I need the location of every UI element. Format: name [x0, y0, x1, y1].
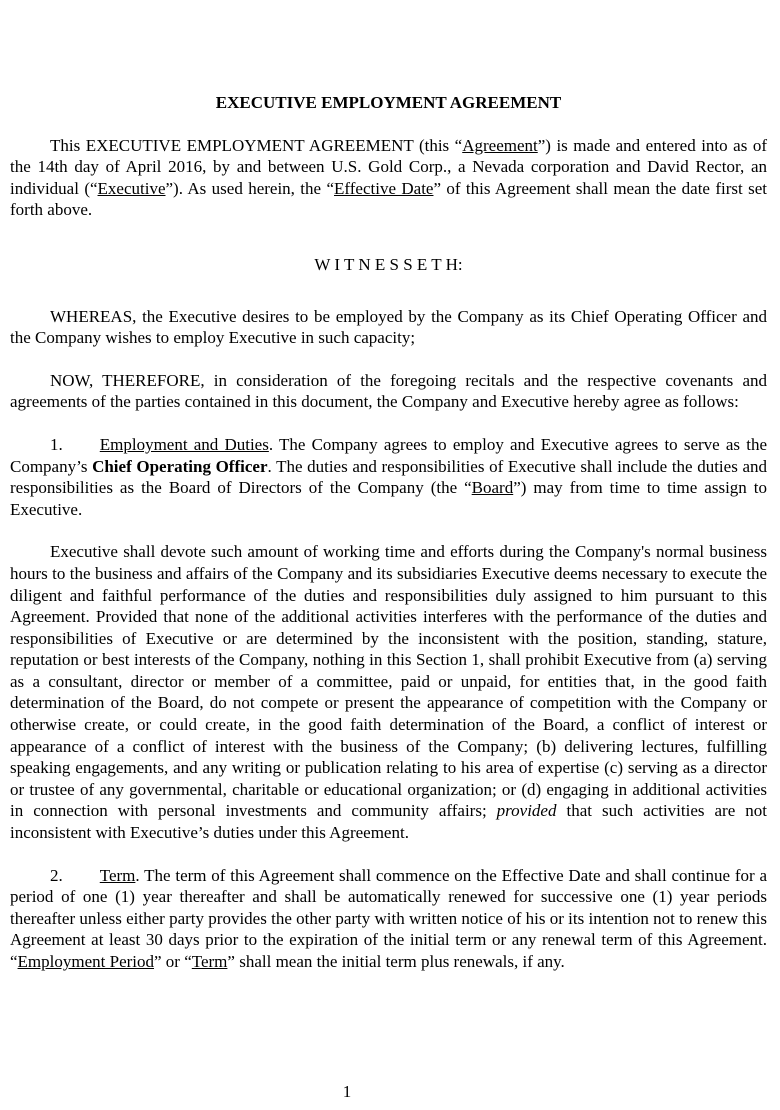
- text-run-u: Agreement: [462, 135, 538, 155]
- body-paragraph: [10, 306, 767, 349]
- text-run: ”). As used herein, the “: [165, 178, 335, 198]
- section-paragraph: [10, 865, 767, 973]
- page-number: 1: [342, 1082, 352, 1101]
- text-run: ”) may from time to time assign to Executive.: [10, 478, 767, 519]
- document-body: [10, 92, 767, 973]
- section-number: 1.: [50, 434, 63, 454]
- body-paragraph: [10, 135, 767, 221]
- text-run-u: Board: [471, 478, 514, 498]
- text-run: ” shall mean the initial term plus renewals, if any.: [227, 952, 565, 971]
- text-run-u: Employment and Duties: [99, 434, 269, 454]
- text-run-u: Term: [99, 865, 136, 885]
- text-run: . The Company agrees to employ and Executive agrees to serve as the Company’s: [10, 434, 767, 476]
- section-number: 2.: [50, 865, 63, 885]
- text-run-u: Executive: [97, 178, 166, 198]
- text-run-u: Term: [191, 952, 228, 971]
- text-run: ”) is made and entered into as of the 14th day of April 2016, by and between U.S. Gold Corp., a Nevada corporation and David Rector, an individual (“: [10, 135, 767, 198]
- body-paragraph: [10, 541, 767, 843]
- text-run-u: Employment Period: [17, 952, 155, 971]
- text-run: that such activities are not inconsistent with Executive’s duties under this Agreement.: [10, 801, 767, 843]
- text-run-i: provided: [496, 801, 557, 821]
- text-run: ” of this Agreement shall mean the date first set forth above.: [10, 178, 767, 220]
- text-run: . The duties and responsibilities of Executive shall include the duties and responsibilities as the Board of Directors of the Company (the “: [10, 456, 767, 498]
- text-run: EXECUTIVE EMPLOYMENT AGREEMENT: [215, 93, 562, 112]
- text-run: W I T N E S S E T H:: [314, 254, 463, 274]
- page-footer: [0, 1081, 780, 1102]
- text-run: WHEREAS, the Executive desires to be employed by the Company as its Chief Operating Officer and the Company wishes to employ Executive in such capacity;: [10, 306, 767, 348]
- text-run: ” or “: [154, 952, 192, 971]
- text-run: NOW, THEREFORE, in consideration of the foregoing recitals and the respective covenants and agreements of the parties contained in this document, the Company and Executive hereby agree as follows:: [10, 370, 767, 412]
- witnesseth-heading: [10, 254, 767, 276]
- text-run: Executive shall devote such amount of working time and efforts during the Company's normal business hours to the business and affairs of the Company and its subsidiaries Executive deems necessary to execute the diligent and faithful performance of the duties and responsibilities duly assigned to him pursuant to this Agreement. Provided that none of the additional activities interferes with the performance of the duties and responsibilities of Executive or are determined by the inconsistent with the position, standing, stature, reputation or best interests of the Company, nothing in this Section 1, shall prohibit Executive from (a) serving as a consultant, director or member of a committee, paid or unpaid, for entities that, in the good faith determination of the Board, do not compete or present the appearance of competition with the Company or otherwise create, or could create, in the good faith determination of the Board, a conflict of interest or appearance of a conflict of interest with the business of the Company; (b) delivering lectures, fulfilling speaking engagements, and any writing or publication relating to his area of expertise (c) serving as a director or trustee of any governmental, charitable or educational organization; or (d) engaging in additional activities in connection with personal investments and community affairs;: [10, 542, 767, 821]
- text-run-b: Chief Operating Officer: [92, 456, 268, 476]
- body-paragraph: [10, 370, 767, 413]
- text-run-u: Effective Date: [334, 178, 434, 198]
- text-run: This EXECUTIVE EMPLOYMENT AGREEMENT (this “: [50, 135, 463, 155]
- text-run: . The term of this Agreement shall commence on the Effective Date and shall continue for a period of one (1) year thereafter and shall be automatically renewed for successive one (1) year periods thereafter unless either party provides the other party with written notice of his or its intention not to renew this Agreement at least 30 days prior to the expiration of the initial term or any renewal term of this Agreement. “: [10, 865, 767, 971]
- document-title: [10, 92, 767, 114]
- section-paragraph: [10, 434, 767, 520]
